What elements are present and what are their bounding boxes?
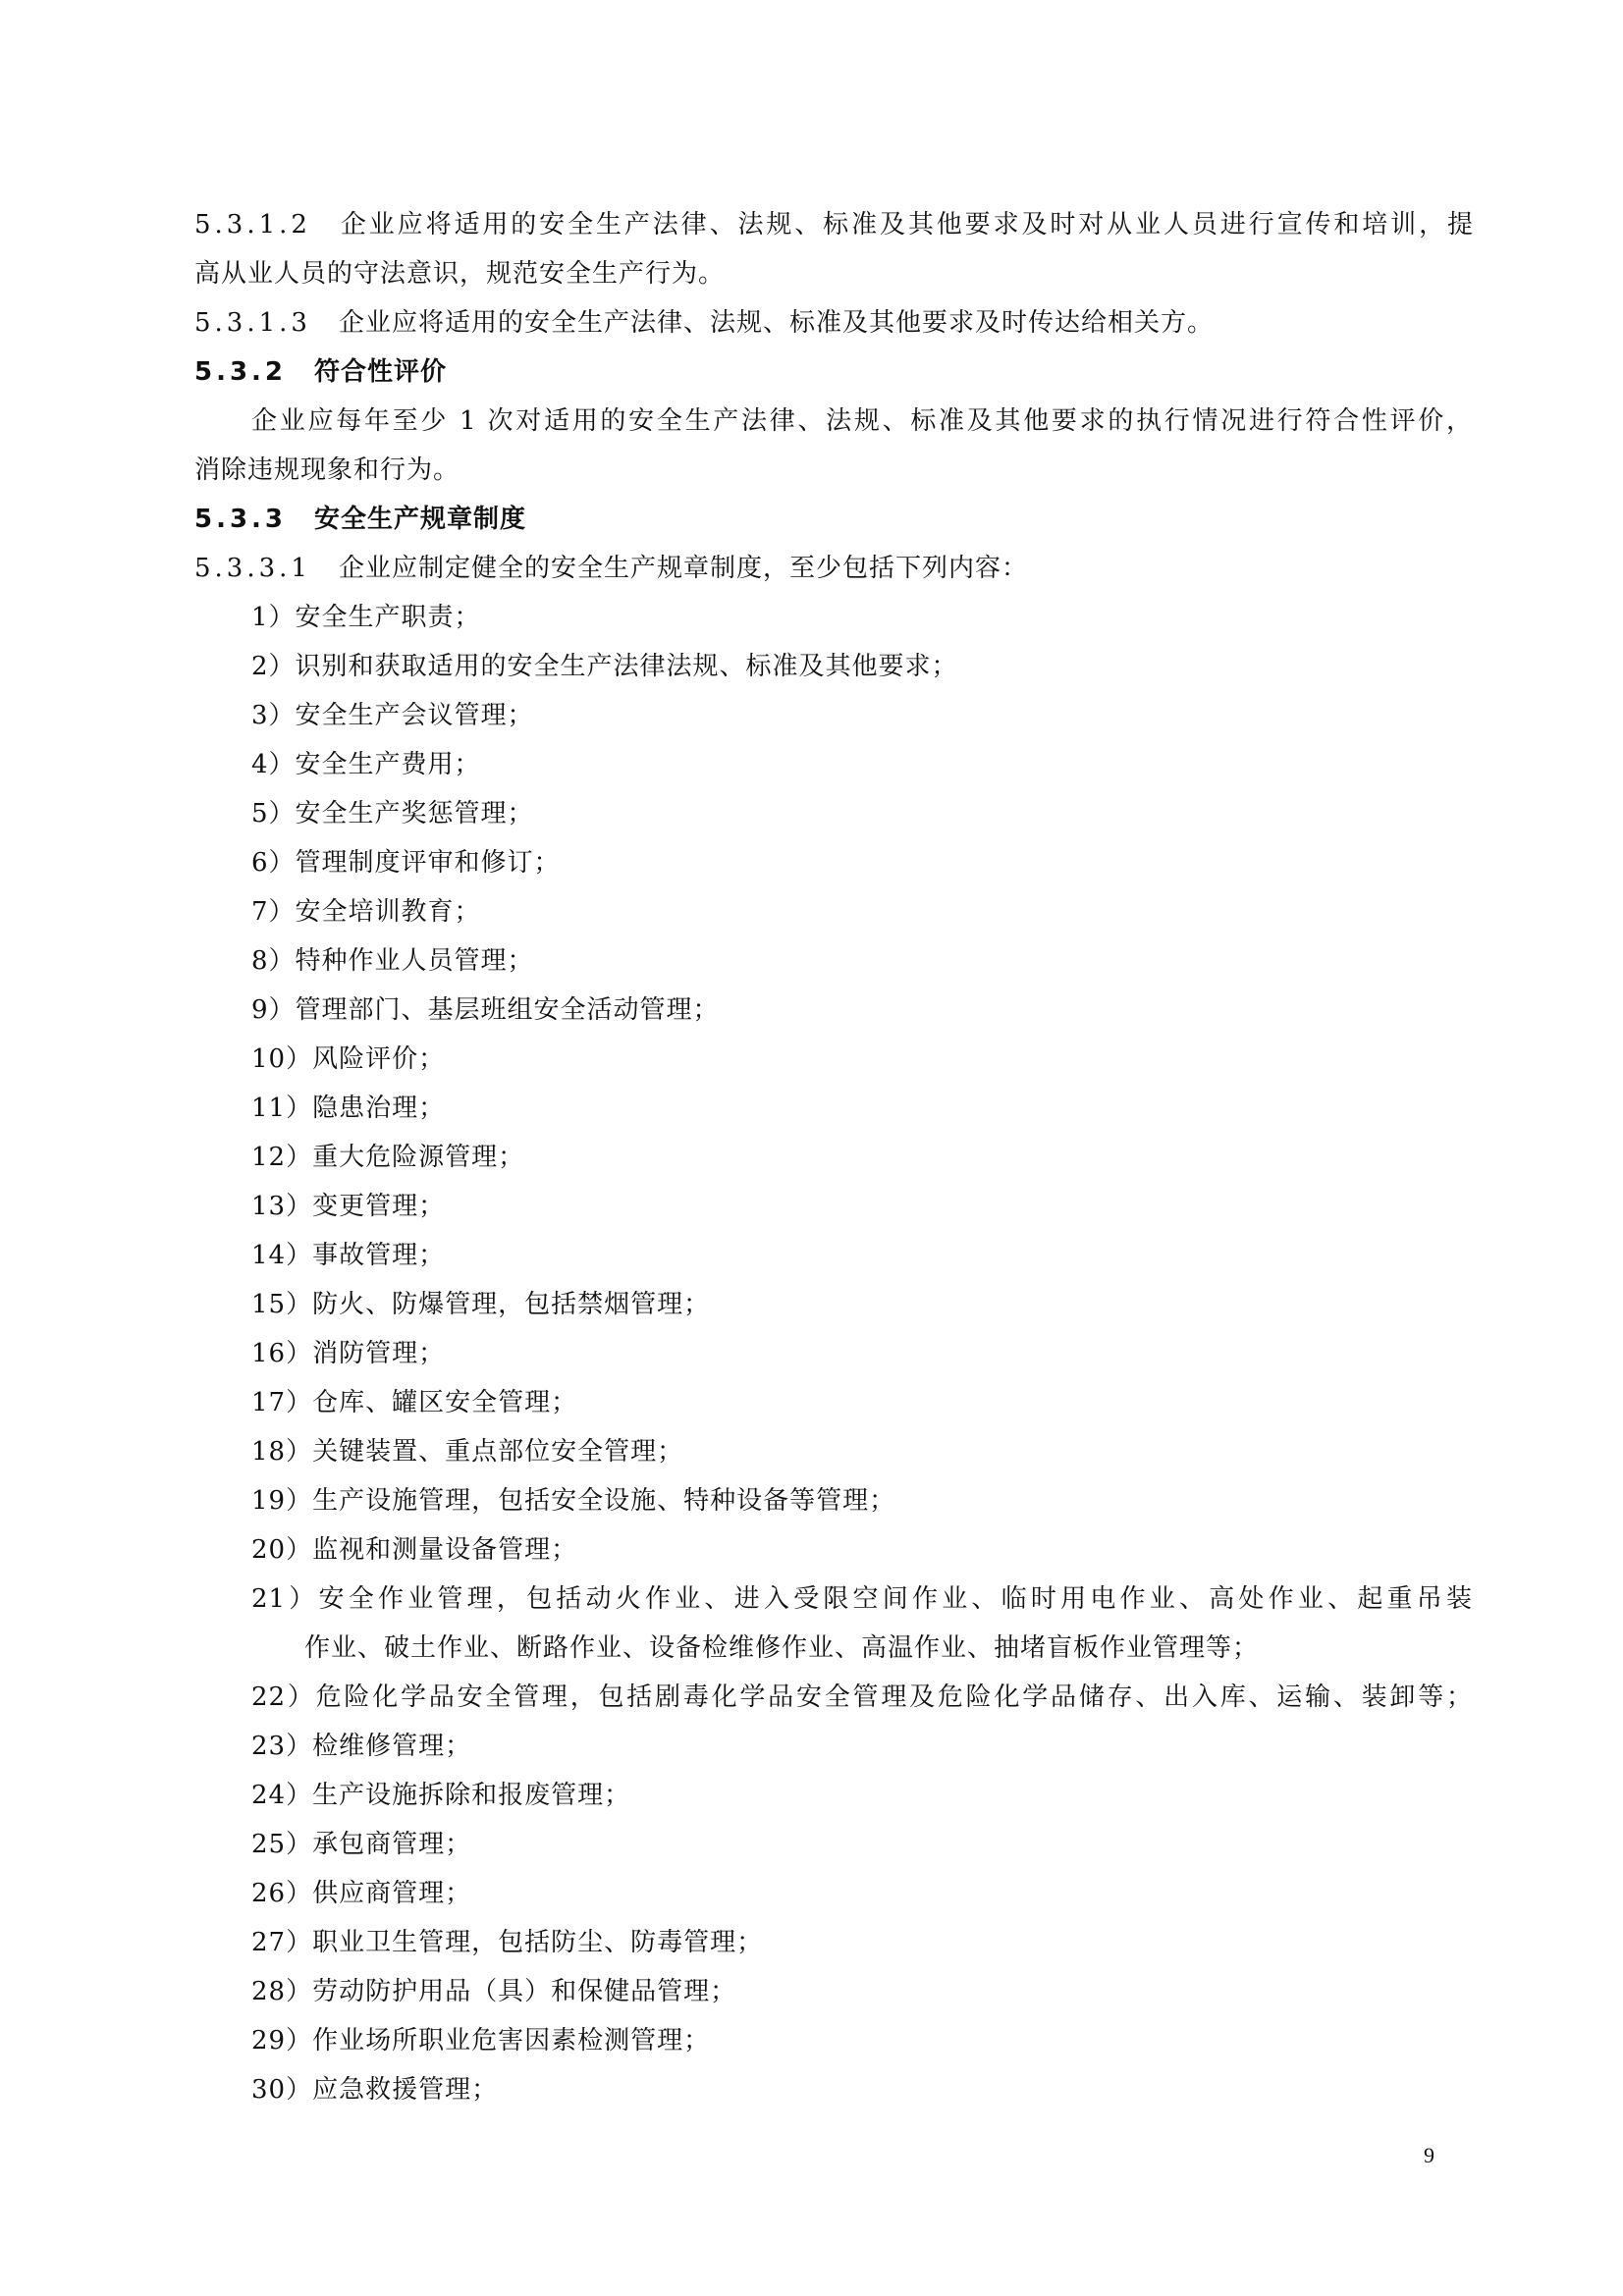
list-item: 2）识别和获取适用的安全生产法律法规、标准及其他要求； [251, 652, 958, 681]
clause-532-para-line2: 消除违规现象和行为。 [194, 455, 460, 485]
list-item: 20）监视和测量设备管理； [251, 1535, 578, 1565]
clause-number: 5.3.3.1 [194, 554, 311, 583]
list-item: 24）生产设施拆除和报废管理； [251, 1781, 631, 1810]
list-item: 27）职业卫生管理，包括防尘、防毒管理； [251, 1928, 764, 1957]
section-title: 符合性评价 [314, 357, 448, 387]
list-item: 11）隐患治理； [251, 1094, 446, 1123]
list-item: 4）安全生产费用； [251, 750, 481, 779]
list-item: 8）特种作业人员管理； [251, 946, 534, 976]
clause-5312-line1 [194, 210, 1474, 240]
section-title: 安全生产规章制度 [314, 505, 527, 534]
list-item: 12）重大危险源管理； [251, 1143, 525, 1172]
clause-5312-line2: 高从业人员的守法意识，规范安全生产行为。 [194, 259, 726, 289]
list-item: 9）管理部门、基层班组安全活动管理； [251, 995, 720, 1025]
list-item: 15）防火、防爆管理，包括禁烟管理； [251, 1290, 711, 1319]
list-item: 30）应急救援管理； [251, 2075, 499, 2105]
list-item: 10）风险评价； [251, 1044, 446, 1074]
list-item: 22）危险化学品安全管理，包括剧毒化学品安全管理及危险化学品储存、出入库、运输、装卸等； [251, 1682, 1473, 1712]
list-item: 26）供应商管理； [251, 1879, 472, 1908]
list-item-continuation: 作业、破土作业、断路作业、设备检维修作业、高温作业、抽堵盲板作业管理等； [304, 1633, 1260, 1663]
list-item: 3）安全生产会议管理； [251, 701, 534, 730]
clause-text: 企业应制定健全的安全生产规章制度，至少包括下列内容： [338, 554, 1028, 583]
clause-number: 5.3.1.2 [194, 210, 311, 240]
section-number: 5.3.2 [194, 357, 288, 387]
clause-5313 [194, 308, 1214, 338]
list-item: 13）变更管理； [251, 1192, 446, 1221]
clause-text: 企业应将适用的安全生产法律、法规、标准及其他要求及时传达给相关方。 [338, 308, 1214, 338]
clause-text: 企业应将适用的安全生产法律、法规、标准及其他要求及时对从业人员进行宣传和培训，提 [338, 210, 1474, 240]
list-item: 23）检维修管理； [251, 1732, 472, 1761]
list-item: 29）作业场所职业危害因素检测管理； [251, 2026, 711, 2056]
section-number: 5.3.3 [194, 505, 288, 534]
list-item: 28）劳动防护用品（具）和保健品管理； [251, 1977, 737, 2006]
clause-532-para-line1: 企业应每年至少 1 次对适用的安全生产法律、法规、标准及其他要求的执行情况进行符合性评价， [251, 406, 1473, 436]
page-number: 9 [1424, 2143, 1434, 2167]
list-item: 5）安全生产奖惩管理； [251, 799, 534, 828]
section-heading-532 [194, 357, 447, 387]
section-heading-533 [194, 505, 526, 534]
list-item: 25）承包商管理； [251, 1830, 472, 1859]
list-item: 1）安全生产职责； [251, 603, 481, 632]
list-item: 21）安全作业管理，包括动火作业、进入受限空间作业、临时用电作业、高处作业、起重吊装 [251, 1584, 1473, 1614]
list-item: 16）消防管理； [251, 1339, 446, 1368]
list-item: 7）安全培训教育； [251, 897, 481, 927]
list-item: 17）仓库、罐区安全管理； [251, 1388, 578, 1417]
list-item: 6）管理制度评审和修订； [251, 848, 561, 878]
list-item: 19）生产设施管理，包括安全设施、特种设备等管理； [251, 1486, 896, 1516]
clause-number: 5.3.1.3 [194, 308, 311, 338]
list-item: 14）事故管理； [251, 1241, 446, 1270]
clause-5331 [194, 554, 1028, 583]
list-item: 18）关键装置、重点部位安全管理； [251, 1437, 684, 1467]
